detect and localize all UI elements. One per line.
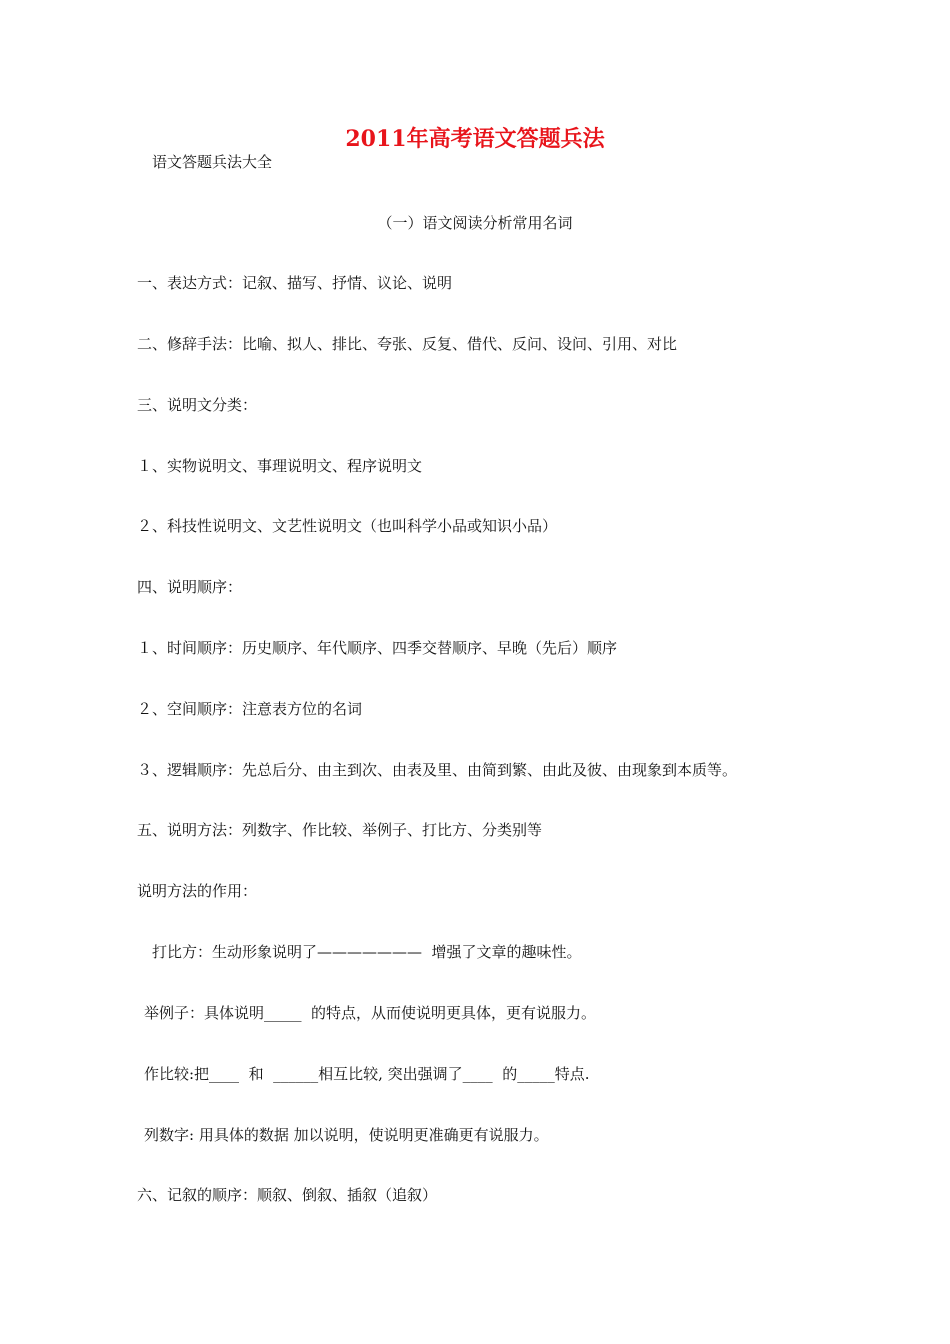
line-expository-type-1: １、实物说明文、事理说明文、程序说明文: [137, 457, 423, 475]
page-title: 2011年高考语文答题兵法: [345, 126, 605, 152]
intro-line: 语文答题兵法大全: [152, 153, 273, 171]
line-rhetoric: 二、修辞手法：比喻、拟人、排比、夸张、反复、借代、反问、设问、引用、对比: [137, 335, 678, 353]
line-methods: 五、说明方法：列数字、作比较、举例子、打比方、分类别等: [137, 821, 543, 839]
line-order-space: ２、空间顺序：注意表方位的名词: [137, 700, 363, 718]
section-heading: （一）语文阅读分析常用名词: [377, 214, 573, 232]
line-expository-types-heading: 三、说明文分类：: [137, 396, 258, 414]
line-effect-analogy: 打比方：生动形象说明了——————— 增强了文章的趣味性。: [152, 943, 582, 961]
line-order-time: １、时间顺序：历史顺序、年代顺序、四季交替顺序、早晚（先后）顺序: [137, 639, 618, 657]
line-narrative-order: 六、记叙的顺序：顺叙、倒叙、插叙（追叙）: [137, 1186, 438, 1204]
line-effect-numbers: 列数字: 用具体的数据 加以说明，使说明更准确更有说服力。: [144, 1126, 549, 1144]
line-effect-comparison: 作比较:把____ 和 ______相互比较, 突出强调了____ 的_____特点.: [144, 1065, 590, 1083]
line-order-heading: 四、说明顺序：: [137, 578, 243, 596]
line-methods-effects-heading: 说明方法的作用：: [137, 882, 258, 900]
line-expression-methods: 一、表达方式：记叙、描写、抒情、议论、说明: [137, 274, 453, 292]
line-expository-type-2: ２、科技性说明文、文艺性说明文（也叫科学小品或知识小品）: [137, 517, 558, 535]
line-effect-example: 举例子：具体说明_____ 的特点，从而使说明更具体，更有说服力。: [144, 1004, 597, 1022]
line-order-logic: ３、逻辑顺序：先总后分、由主到次、由表及里、由简到繁、由此及彼、由现象到本质等。: [137, 761, 738, 779]
